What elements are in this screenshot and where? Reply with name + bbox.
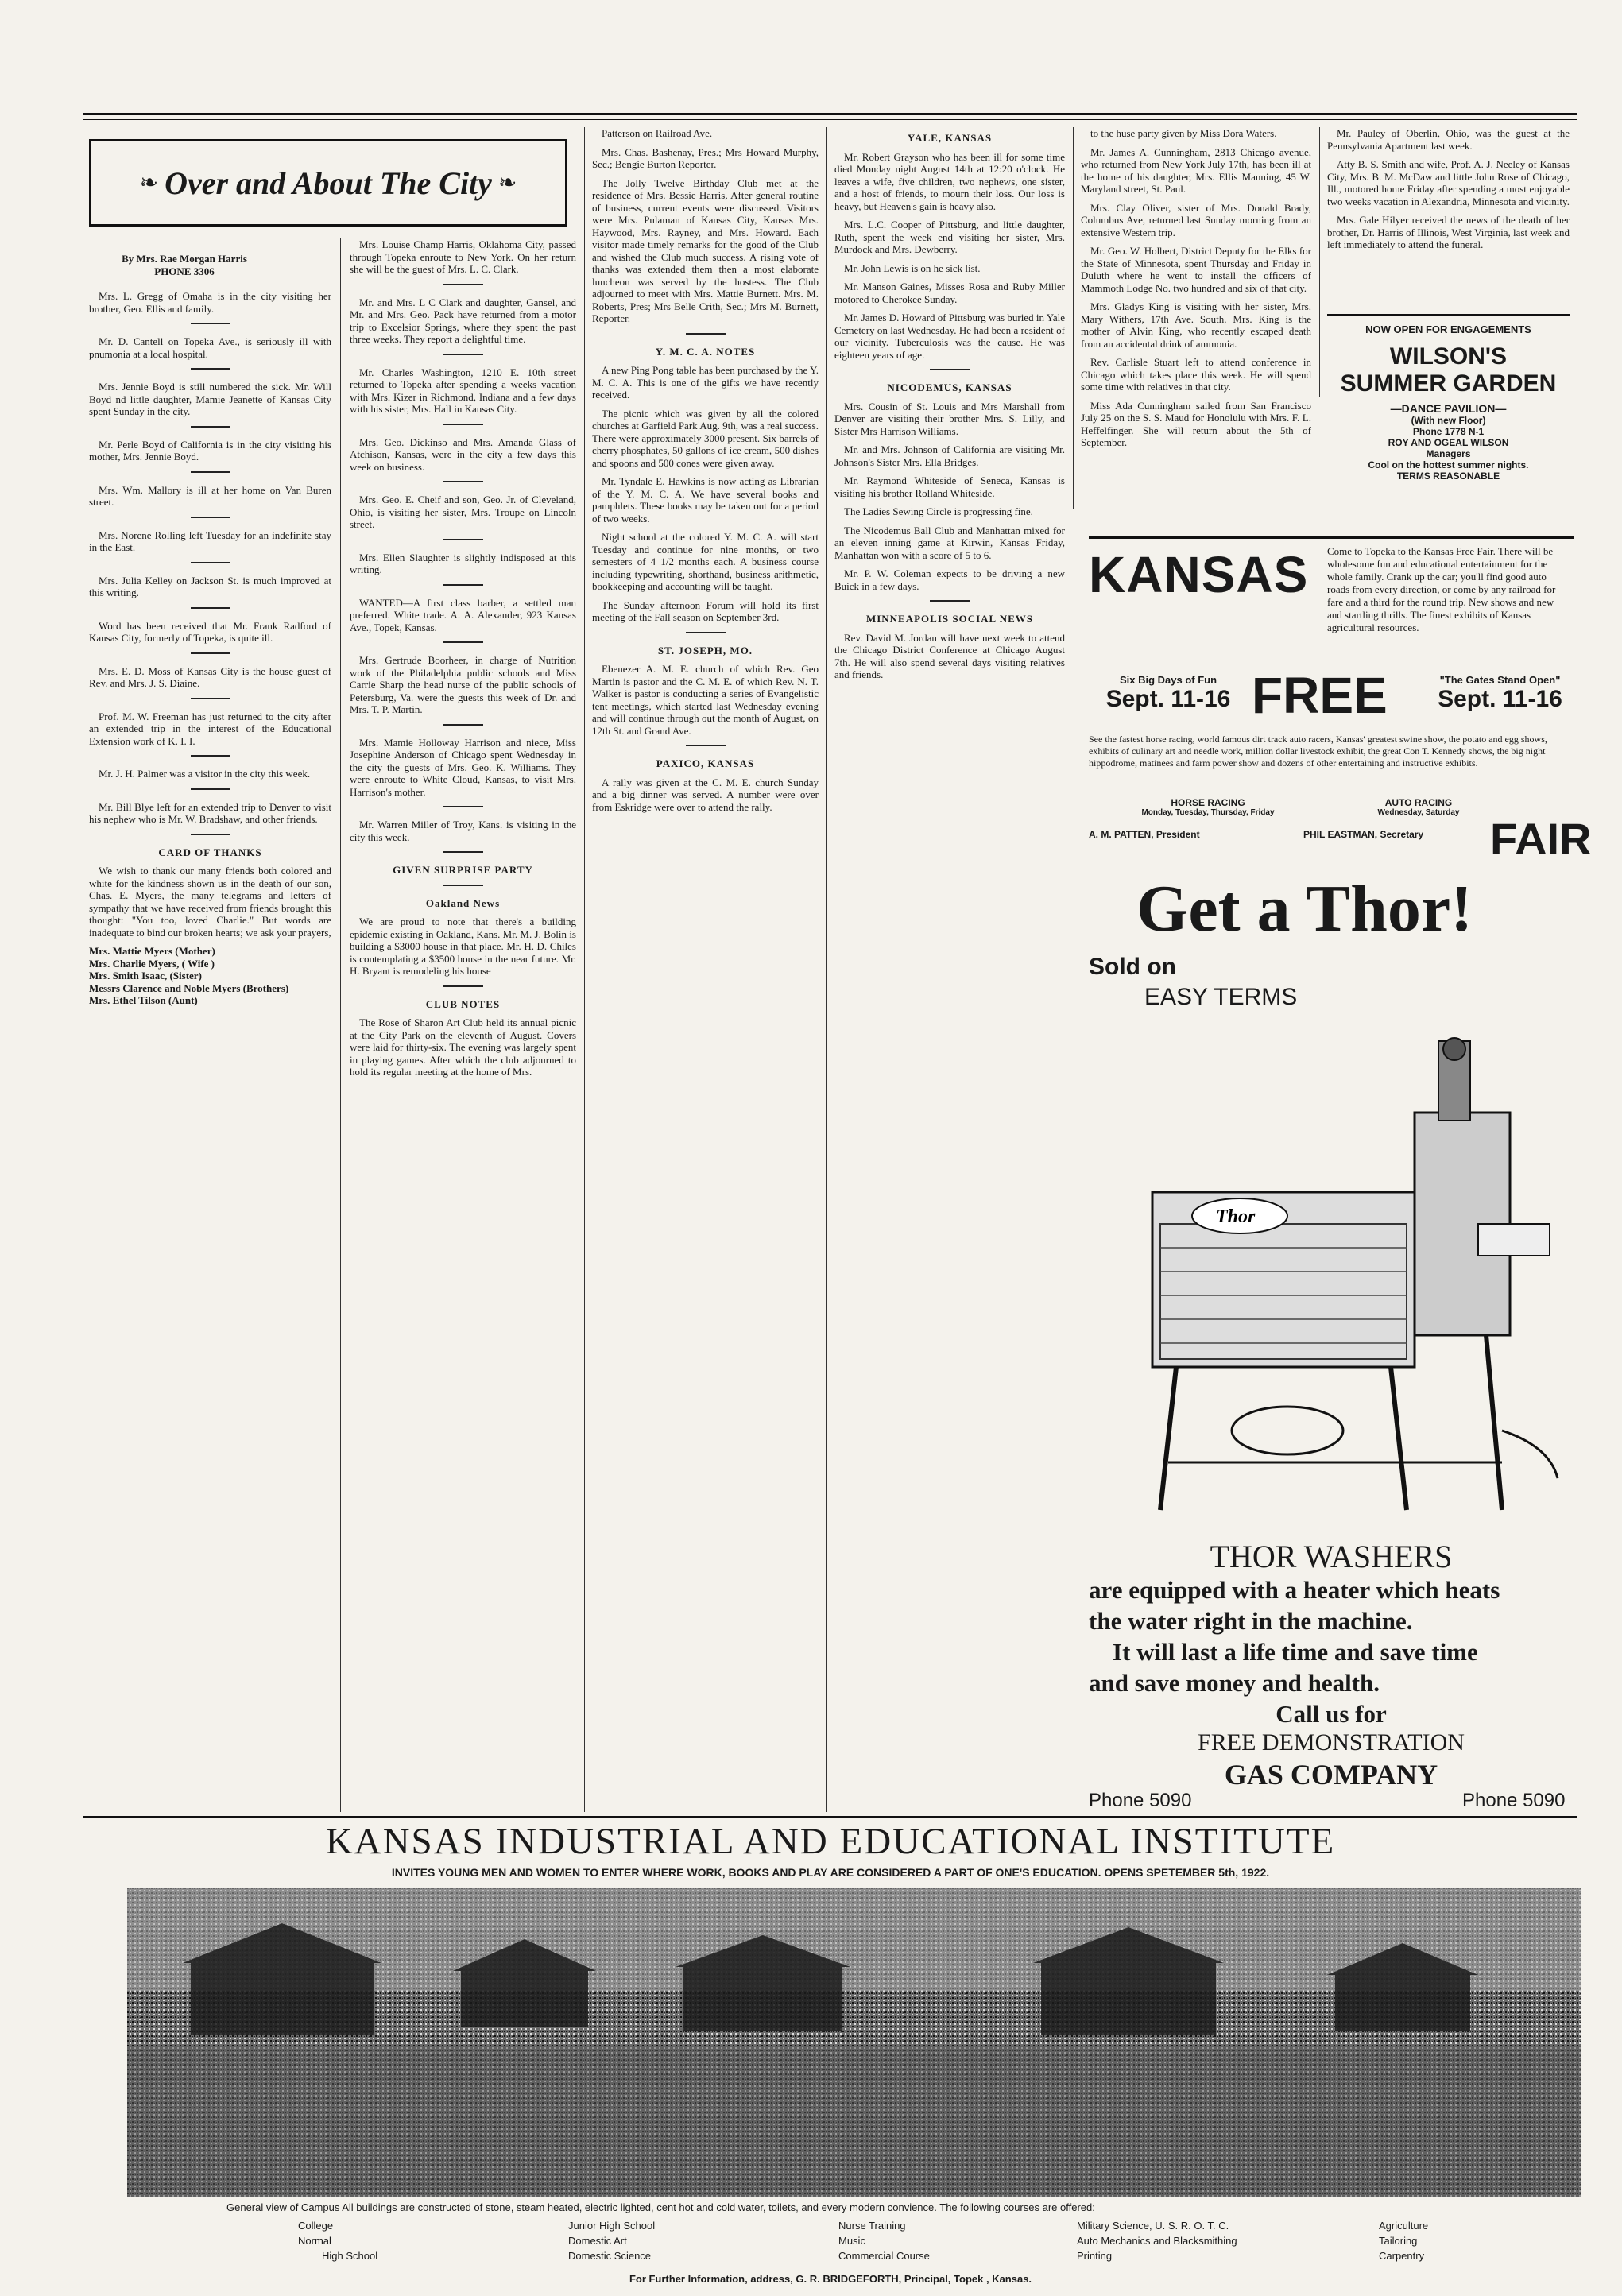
news-item: Mr. Raymond Whiteside of Seneca, Kansas is visiting his brother Rolland Whiteside.	[834, 474, 1065, 499]
course-item: Carpentry	[1379, 2250, 1425, 2262]
fair-free-word: FREE	[1252, 667, 1388, 724]
wilson-title: WILSON'S	[1389, 343, 1508, 370]
thor-brand-text: Thor	[1216, 1206, 1256, 1227]
news-item: Mr. Robert Grayson who has been ill for some time died Monday night August 14th at 12:20 o'clock. He leaves a wife, five children, two nephews, one sister, and a host of friends, to mourn their loss. Our loss is heavy, but Heaven's gain is heavy also.	[834, 150, 1065, 212]
thor-line-1: are equipped with a heater which heats	[1089, 1576, 1500, 1604]
news-item: Ebenezer A. M. E. church of which Rev. Geo Martin is pastor and the C. M. E. of which Rev. N. T. Walker is pastor is conducting a series of Evangelistic tent meetings, which started last Wednesday evening and will continue through out the month of August, on 12th St. and Grand Ave.	[592, 663, 819, 737]
news-item: Mr. James D. Howard of Pittsburg was buried in Yale Cemetery on last Wednesday. He had been a resident of our vicinity. Tuberculosis was the cause. He was eighteen years of age.	[834, 312, 1065, 361]
news-item: Mrs. Norene Rolling left Tuesday for an indefinite stay in the East.	[89, 529, 331, 553]
news-item: Mr. Geo. W. Holbert, District Deputy for the Elks for the State of Minnesota, spent Thursday and Friday in Duluth where he went to install the officers of Mammoth Lodge No. two hundred and six of that city.	[1081, 245, 1311, 294]
section-heading: CLUB NOTES	[425, 997, 501, 1010]
news-item: Mr. and Mrs. L C Clark and daughter, Gansel, and Mr. and Mrs. Geo. Pack have returned from a motor trip to Excelsior Springs, where they spent the past three weeks. They report a delightful time.	[350, 296, 576, 345]
column-3	[592, 127, 819, 1816]
news-item: Mr. J. H. Palmer was a visitor in the city this week.	[99, 768, 311, 780]
news-item: Word has been received that Mr. Frank Radford of Kansas City, formerly of Topeka, is quite ill.	[89, 619, 331, 644]
news-item: Mrs. Julia Kelley on Jackson St. is much improved at this writing.	[89, 574, 331, 598]
thor-phone-right: Phone 5090	[1462, 1790, 1566, 1811]
course-item: Domestic Art	[568, 2235, 627, 2247]
news-item: Mrs. L. Gregg of Omaha is in the city visiting her brother, Geo. Ellis and family.	[89, 290, 331, 315]
news-item: Miss Ada Cunningham sailed from San Francisco July 25 on the S. S. Maud for Honolulu with Mrs. F. L. Heffelfinger. She will return about the 5th of September.	[1081, 399, 1311, 448]
fair-blurb: Come to Topeka to the Kansas Free Fair. There will be wholesome fun and educational entertainment for the whole family. Crank up the car; you'll find good auto roads from every direction, or come by any railroad for fare and a third for the round trip. New shows and new and startling thrills. The finest exhibits of Kansas agricultural resources.	[1327, 545, 1556, 633]
thor-line-3: It will last a life time and save time	[1113, 1638, 1478, 1666]
fair-auto-days: Wednesday, Saturday	[1377, 808, 1460, 817]
course-item: Nurse Training	[838, 2220, 906, 2232]
wilson-title-2: SUMMER GARDEN	[1340, 370, 1557, 397]
signer: Mrs. Smith Isaac, (Sister)	[89, 970, 202, 982]
news-item: Mrs. E. D. Moss of Kansas City is the house guest of Rev. and Mrs. J. S. Diaine.	[89, 664, 331, 689]
item-separator	[686, 333, 726, 335]
campus-photo	[127, 1888, 1581, 2197]
wilson-kicker: NOW OPEN FOR ENGAGEMENTS	[1365, 323, 1531, 335]
item-separator	[443, 481, 483, 482]
item-separator	[191, 426, 230, 428]
news-item: Mr. Charles Washington, 1210 E. 10th street returned to Topeka after spending a weeks vacation with Mrs. Kizer in Richmond, Indiana and a few days with his sister, Mrs. Hall in Kansas City.	[350, 366, 576, 415]
news-item: Mr. P. W. Coleman expects to be driving a new Buick in a few days.	[834, 567, 1065, 592]
item-separator	[443, 985, 483, 987]
course-item: College	[298, 2220, 334, 2232]
section-heading: MINNEAPOLIS SOCIAL NEWS	[865, 613, 1034, 625]
item-separator	[443, 284, 483, 285]
section-heading: ST. JOSEPH, MO.	[657, 644, 753, 656]
wilson-managers-label: Managers	[1426, 448, 1471, 459]
section-heading: NICODEMUS, KANSAS	[887, 381, 1012, 393]
item-separator	[191, 607, 230, 609]
news-item: Mrs. Gale Hilyer received the news of the death of her brother, Dr. Harris of Illinois, West Virginia, last week and left immediately to attend the funeral.	[1327, 214, 1570, 250]
news-item: The Nicodemus Ball Club and Manhattan mixed for an eleven inning game at Kirwin, Kansas Friday, Manhattan won with a score of 5 to 6.	[834, 524, 1065, 561]
top-rule-thin	[83, 119, 1577, 120]
signer: Mrs. Mattie Myers (Mother)	[89, 945, 215, 957]
kansas-free-fair-ad	[1089, 536, 1592, 869]
news-item: The picnic which was given by all the colored churches at Garfield Park Aug. 9th, was a real success. There were approximately 3000 present. Six barrels of cherry phosphates, 50 gallons of ice cream, 500 dishes and spoons and 500 cones were given away.	[592, 407, 819, 469]
fair-horse-days: Monday, Tuesday, Thursday, Friday	[1141, 808, 1275, 817]
thor-line-2: the water right in the machine.	[1089, 1607, 1413, 1635]
signer: Mrs. Ethel Tilson (Aunt)	[89, 994, 198, 1006]
institute-caption: General view of Campus All buildings are constructed of stone, steam heated, electric lighted, cent hot and cold water, toilets, and every modern convience. The following courses are offered:	[226, 2201, 1095, 2213]
item-separator	[930, 600, 970, 602]
course-list	[298, 2220, 1570, 2267]
news-item: Mrs. Chas. Bashenay, Pres.; Mrs Howard Murphy, Sec.; Bengie Burton Reporter.	[592, 145, 819, 170]
item-separator	[191, 323, 230, 324]
news-item: A rally was given at the C. M. E. church Sunday and a big dinner was served. A number were over from Eskridge were over to attend the rally.	[592, 776, 819, 813]
card-of-thanks-text: We wish to thank our many friends both colored and white for the kindness shown us in the death of our son, Chas. E. Myers, the many telegrams and letters of sympathy that we have received from friends brought this thought: "You too, loved Charlie." But words are inadequate to bind our broken hearts; we ask your prayers,	[89, 865, 331, 939]
fair-secretary: PHIL EASTMAN, Secretary	[1303, 829, 1424, 840]
news-item: The Ladies Sewing Circle is progressing fine.	[844, 505, 1033, 517]
item-separator	[191, 834, 230, 835]
column-2	[350, 238, 576, 1816]
news-item: Mrs. Jennie Boyd is still numbered the sick. Mr. Will Boyd nd little daughter, Mamie Jeanette of Kansas City spent Sunday in the city.	[89, 381, 331, 417]
news-item: Patterson on Railroad Ave.	[602, 127, 713, 139]
section-heading: Y. M. C. A. NOTES	[655, 345, 756, 358]
column-5	[1081, 127, 1311, 501]
item-separator	[443, 584, 483, 586]
news-item: Mrs. Gladys King is visiting with her sister, Mrs. Mary Withers, 17th Ave. South. Mrs. King is the mother of Alvin King, who recently escaped death from an accidental drink of ammonia.	[1081, 300, 1311, 350]
fair-body: See the fastest horse racing, world famous dirt track auto racers, Kansas' greatest swine show, the potato and egg shows, exhibits of culinary art and needle work, million dollar livestock exhibit, the great Con T. Kennedy shows, the big night hippodrome, matinees and farm power show and dozens of other entertaining and instructive exhibits.	[1089, 734, 1547, 769]
item-separator	[443, 885, 483, 886]
institute-footer: For Further Information, address, G. R. BRIDGEFORTH, Principal, Topek , Kansas.	[629, 2273, 1032, 2285]
news-item: Mrs. Gertrude Boorheer, in charge of Nutrition work of the Philadelphia public schools and Miss Carrie Sharp the head nurse of the public schools of Petersburg, Va. were the guests this week of Dr. and Mrs. T. P. Martin.	[350, 654, 576, 715]
thor-washer-ad	[1089, 866, 1574, 1756]
wilson-managers: ROY AND OGEAL WILSON	[1388, 437, 1509, 448]
fair-right-dates: Sept. 11-16	[1438, 686, 1562, 712]
course-item: Junior High School	[568, 2220, 656, 2232]
masthead-title: Over and About The City	[165, 165, 492, 201]
item-separator	[191, 755, 230, 757]
news-item: Mr. James A. Cunningham, 2813 Chicago avenue, who returned from New York July 17th, has been ill at the home of his daughter, Mrs. Ellis Manning, 45 W. Maryland street, St. Paul.	[1081, 145, 1311, 195]
thor-company: GAS COMPANY	[1224, 1759, 1438, 1791]
news-item: Mr. Tyndale E. Hawkins is now acting as Librarian of the Y. M. C. A. We have several books and pamphlets. These books may be taken out for a period of two weeks.	[592, 475, 819, 525]
news-item: Atty B. S. Smith and wife, Prof. A. J. Neeley of Kansas City, Mrs. B. M. McDaw and little John Rose of Chicago, Ill., motored home Friday after spending a most enjoyable two weeks vacation in Alexandria, Minnesota and vicinity.	[1327, 158, 1570, 207]
news-item: A new Ping Pong table has been purchased by the Y. M. C. A. This is one of the gifts we have recently received.	[592, 364, 819, 401]
news-item: Mr. Bill Blye left for an extended trip to Denver to visit his nephew who is Mr. W. Bradshaw, and other friends.	[89, 800, 331, 825]
wilson-sub: —DANCE PAVILION—	[1390, 402, 1507, 415]
byline-name: By Mrs. Rae Morgan Harris	[122, 253, 247, 265]
leaf-ornament-icon: ❧	[139, 171, 159, 196]
wilson-summer-garden-ad	[1327, 314, 1570, 506]
news-item: Mrs. Geo. E. Cheif and son, Geo. Jr. of Cleveland, Ohio, is visiting her sister, Mrs. Troupe on Lincoln street.	[350, 494, 576, 530]
item-separator	[443, 424, 483, 425]
column-divider	[1073, 127, 1074, 509]
item-separator	[191, 698, 230, 699]
item-separator	[930, 369, 970, 370]
item-separator	[191, 562, 230, 563]
thor-sold-on: Sold on	[1089, 954, 1176, 980]
item-separator	[443, 724, 483, 726]
course-item: Tailoring	[1379, 2235, 1418, 2247]
news-item: Mrs. Geo. Dickinso and Mrs. Amanda Glass of Atchison, Kansas, were in the city a few days this week on business.	[350, 436, 576, 473]
item-separator	[191, 788, 230, 790]
item-separator	[443, 806, 483, 807]
section-heading: PAXICO, KANSAS	[656, 757, 755, 769]
news-item: Mrs. Cousin of St. Louis and Mrs Marshall from Denver are visiting their brother Mrs. S. Lilly, and Sister Mrs Harrison Williams.	[834, 400, 1065, 437]
item-separator	[686, 745, 726, 746]
washing-machine-illustration	[1105, 1017, 1566, 1534]
thor-phone-left: Phone 5090	[1089, 1790, 1192, 1811]
course-item: High School	[322, 2250, 378, 2262]
thor-call: Call us for	[1276, 1700, 1387, 1728]
news-item: Mrs. Mamie Holloway Harrison and niece, Miss Josephine Anderson of Chicago spent Wednesday in the city the guests of Mrs. Geo. K. Williams. They were enroute to White Cloud, Kansas, to visit Mrs. Harrison's mother.	[350, 736, 576, 798]
news-item: Mrs. Clay Oliver, sister of Mrs. Donald Brady, Columbus Ave, returned last Sunday morning from an extensive Western trip.	[1081, 201, 1311, 238]
news-item: Mr. Warren Miller of Troy, Kans. is visiting in the city this week.	[350, 819, 576, 843]
column-divider	[1319, 127, 1320, 397]
fair-horse-racing: HORSE RACING	[1171, 797, 1245, 808]
item-separator	[191, 517, 230, 518]
news-item: The Sunday afternoon Forum will hold its first meeting of the Fall season on September 3rd.	[592, 598, 819, 623]
item-separator	[443, 641, 483, 643]
fair-kansas-word: KANSAS	[1089, 546, 1309, 603]
news-item: Mrs. Wm. Mallory is ill at her home on Van Buren street.	[89, 483, 331, 508]
institute-tagline: INVITES YOUNG MEN AND WOMEN TO ENTER WHERE WORK, BOOKS AND PLAY ARE CONSIDERED A PART OF ONE'S EDUCATION. OPENS SPETEMBER 5th, 1922.	[391, 1866, 1270, 1879]
wilson-phone: Phone 1778 N-1	[1412, 426, 1485, 437]
thor-demo: FREE DEMONSTRATION	[1198, 1729, 1465, 1756]
signer: Messrs Clarence and Noble Myers (Brothers)	[89, 982, 289, 994]
course-item: Military Science, U. S. R. O. T. C.	[1077, 2220, 1229, 2232]
column-divider	[584, 127, 585, 1812]
course-item: Auto Mechanics and Blacksmithing	[1077, 2235, 1237, 2247]
fair-left-dates: Sept. 11-16	[1105, 686, 1231, 712]
news-item: Night school at the colored Y. M. C. A. will start Tuesday and continue for nine months, or two semesters of 4 1/2 months each. A business course including typewriting, shorthand, business arithmetic, bookkeeping and accounting will be taught.	[592, 531, 819, 592]
item-separator	[443, 354, 483, 355]
thor-headline: Get a Thor!	[1136, 872, 1473, 946]
course-item: Music	[838, 2235, 865, 2247]
news-item: Mr. and Mrs. Johnson of California are visiting Mr. Johnson's Sister Mrs. Ella Bridges.	[834, 443, 1065, 468]
news-item: Mr. Manson Gaines, Misses Rosa and Ruby Miller motored to Cherokee Sunday.	[834, 281, 1065, 305]
wilson-terms: TERMS REASONABLE	[1396, 470, 1500, 482]
item-separator	[686, 632, 726, 633]
top-rule	[83, 113, 1577, 115]
course-item: Printing	[1077, 2250, 1113, 2262]
section-heading: CARD OF THANKS	[158, 846, 262, 858]
news-item: WANTED—A first class barber, a settled man preferred. White trade. A. A. Alexander, 923 Kansas Ave., Topek, Kansas.	[350, 596, 576, 633]
column-4	[834, 127, 1065, 1816]
item-separator	[191, 368, 230, 370]
news-item: Mr. John Lewis is on he sick list.	[844, 261, 981, 274]
signer: Mrs. Charlie Myers, ( Wife )	[89, 957, 215, 970]
byline	[89, 253, 280, 278]
news-item: Prof. M. W. Freeman has just returned to the city after an extended trip in the interest of the Educational Extension work of K. I. I.	[89, 710, 331, 747]
institute-top-rule	[83, 1816, 1577, 1818]
column-divider	[340, 238, 341, 1812]
news-item: Mr. Pauley of Oberlin, Ohio, was the guest at the Pennsylvania Apartment last week.	[1327, 127, 1570, 152]
wilson-footer: Cool on the hottest summer nights.	[1368, 459, 1529, 470]
item-separator	[443, 851, 483, 853]
news-item: Rev. David M. Jordan will have next week to attend the Chicago District Conference at Chicago August 7th. He will also spend several days visiting relatives and friends.	[834, 631, 1065, 680]
column-6	[1327, 127, 1570, 310]
course-item: Commercial Course	[838, 2250, 930, 2262]
news-item: to the huse party given by Miss Dora Waters.	[1090, 127, 1277, 139]
news-item: Mrs. L.C. Cooper of Pittsburg, and little daughter, Ruth, spent the week end visiting her sister, Mrs. Murdock and Mrs. Dewberry.	[834, 219, 1065, 255]
wilson-sub2: (With new Floor)	[1411, 415, 1486, 426]
section-heading: GIVEN SURPRISE PARTY	[393, 864, 533, 876]
thor-line-4: and save money and health.	[1089, 1669, 1380, 1697]
thor-product: THOR WASHERS	[1210, 1539, 1453, 1574]
news-item: Mrs. Louise Champ Harris, Oklahoma City, passed through Topeka enroute to New York. On her return she will be the guest of Mrs. L. C. Clark.	[350, 238, 576, 275]
item-separator	[191, 471, 230, 473]
column-divider	[826, 127, 827, 1812]
course-item: Normal	[298, 2235, 331, 2247]
byline-phone: PHONE 3306	[154, 265, 215, 277]
item-separator	[191, 652, 230, 654]
leaf-ornament-icon: ❧	[497, 171, 517, 196]
news-item: Mr. D. Cantell on Topeka Ave., is seriously ill with pnumonia at a local hospital.	[89, 335, 331, 360]
news-item: We are proud to note that there's a building epidemic existing in Oakland, Kans. Mr. M. J. Bolin is building a $3000 house in that place. Mr. H. D. Chiles is contemplating a $3500 house in the near future. Mr. H. Bryant is remodeling his house	[350, 916, 576, 977]
course-item: Domestic Science	[568, 2250, 652, 2262]
item-separator	[443, 539, 483, 540]
thor-easy-terms: EASY TERMS	[1144, 984, 1298, 1010]
institute-title: KANSAS INDUSTRIAL AND EDUCATIONAL INSTITUTE	[325, 1821, 1336, 1862]
section-heading: YALE, KANSAS	[907, 132, 993, 144]
course-item: Agriculture	[1379, 2220, 1429, 2232]
column-1	[89, 290, 331, 1816]
news-item: The Jolly Twelve Birthday Club met at the residence of Mrs. Bessie Harris, After general routine of business, current events were discussed. Visitors were Mrs. Pulaman of Kansas City, Kansas Mrs. Haywood, Mrs. Rayney, and Mrs. Howard. Each visitor made timely remarks for the good of the Club and wished the Club much success. A rising vote of thanks was extended them then a most elaborate luncheon was served by the hostess. The Club adjourned to meet with Mrs. Mattie Burnett. Mrs. M. Roberts, Pres; Mrs Belle Crith, Sec.; Mrs M. Burnett, Reporter.	[592, 176, 819, 324]
column-masthead	[89, 139, 567, 227]
news-item: Mrs. Ellen Slaughter is slightly indisposed at this writing.	[350, 551, 576, 575]
news-item: Rev. Carlisle Stuart left to attend conference in Chicago which takes place this week. He will spend some time with relatives in that city.	[1081, 356, 1311, 393]
fair-left-kicker: Six Big Days of Fun	[1119, 674, 1217, 686]
fair-right-kicker: "The Gates Stand Open"	[1439, 674, 1561, 686]
fair-auto-racing: AUTO RACING	[1384, 797, 1453, 808]
section-heading: Oakland News	[425, 896, 501, 909]
news-item: Mr. Perle Boyd of California is in the city visiting his mother, Mrs. Jennie Boyd.	[89, 438, 331, 463]
fair-fair-word: FAIR	[1490, 814, 1592, 864]
news-item: The Rose of Sharon Art Club held its annual picnic at the City Park on the eleventh of August. Covers were laid for thirty-six. The evening was largely spent in playing games. After which the club adjourned to hold its regular meeting at the home of Mrs.	[350, 1016, 576, 1078]
fair-president: A. M. PATTEN, President	[1089, 829, 1200, 840]
